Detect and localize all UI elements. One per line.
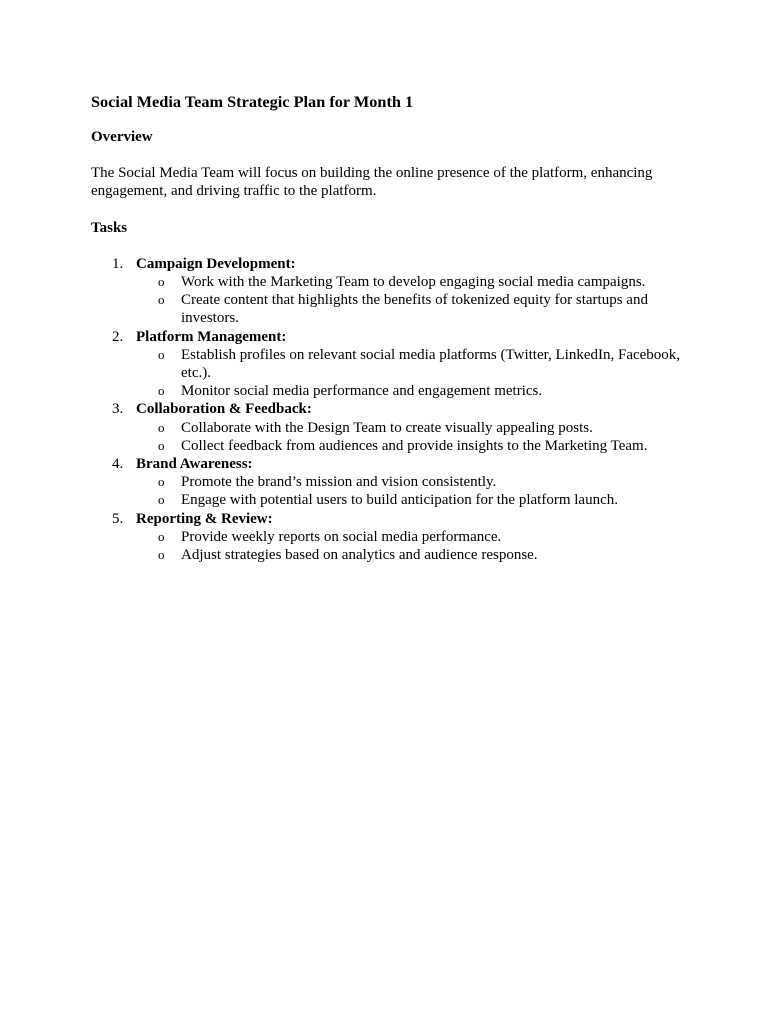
subtask-list xyxy=(136,528,681,564)
tasks-heading: Tasks xyxy=(91,219,128,236)
subtask-list xyxy=(136,346,681,401)
subtask-item xyxy=(136,528,681,546)
task-title: Campaign Development: xyxy=(136,255,296,272)
bullet-icon: o xyxy=(158,346,165,362)
subtask-text: Collaborate with the Design Team to create visually appealing posts. xyxy=(181,419,593,436)
subtask-item xyxy=(136,382,681,400)
subtask-text: Establish profiles on relevant social media platforms (Twitter, LinkedIn, Facebook, etc.). xyxy=(181,346,681,382)
bullet-icon: o xyxy=(158,547,165,563)
task-number: 4. xyxy=(112,456,124,473)
document-title: Social Media Team Strategic Plan for Month 1 xyxy=(91,92,414,111)
task-item-collaboration-feedback xyxy=(91,400,681,455)
task-list xyxy=(91,255,681,564)
task-title: Reporting & Review: xyxy=(136,510,273,527)
subtask-text: Provide weekly reports on social media performance. xyxy=(181,528,502,545)
subtask-text: Work with the Marketing Team to develop engaging social media campaigns. xyxy=(181,274,646,291)
subtask-item xyxy=(136,291,681,327)
task-number: 1. xyxy=(112,255,124,272)
subtask-item xyxy=(136,437,681,455)
task-title: Platform Management: xyxy=(136,328,287,345)
subtask-item xyxy=(136,346,681,382)
task-item-brand-awareness xyxy=(91,455,681,510)
bullet-icon: o xyxy=(158,437,165,453)
subtask-item xyxy=(136,491,681,509)
subtask-item xyxy=(136,419,681,437)
overview-paragraph: The Social Media Team will focus on building the online presence of the platform, enhancing engagement, and driving traffic to the platform. xyxy=(91,165,653,200)
subtask-list xyxy=(136,273,681,328)
task-item-reporting-review xyxy=(91,510,681,565)
subtask-text: Create content that highlights the benefits of tokenized equity for startups and investors. xyxy=(181,292,648,327)
subtask-list xyxy=(136,419,681,455)
task-number: 3. xyxy=(112,401,124,418)
subtask-text: Adjust strategies based on analytics and audience response. xyxy=(181,547,538,564)
task-item-campaign-development xyxy=(91,255,681,328)
task-title: Collaboration & Feedback: xyxy=(136,401,312,418)
subtask-text: Collect feedback from audiences and provide insights to the Marketing Team. xyxy=(181,437,648,454)
task-item-platform-management xyxy=(91,328,681,401)
bullet-icon: o xyxy=(158,528,165,544)
bullet-icon: o xyxy=(158,419,165,435)
task-number: 5. xyxy=(112,510,124,527)
subtask-text: Promote the brand’s mission and vision consistently. xyxy=(181,474,497,491)
subtask-text: Monitor social media performance and engagement metrics. xyxy=(181,383,543,400)
subtask-item xyxy=(136,546,681,564)
bullet-icon: o xyxy=(158,274,165,290)
overview-heading: Overview xyxy=(91,129,153,145)
task-title: Brand Awareness: xyxy=(136,456,253,473)
subtask-text: Engage with potential users to build anticipation for the platform launch. xyxy=(181,492,618,509)
subtask-item xyxy=(136,273,681,291)
bullet-icon: o xyxy=(158,492,165,508)
bullet-icon: o xyxy=(158,383,165,399)
subtask-list xyxy=(136,473,681,509)
subtask-item xyxy=(136,473,681,491)
task-number: 2. xyxy=(112,328,124,345)
bullet-icon: o xyxy=(158,292,165,308)
bullet-icon: o xyxy=(158,474,165,490)
document-page xyxy=(91,92,681,564)
